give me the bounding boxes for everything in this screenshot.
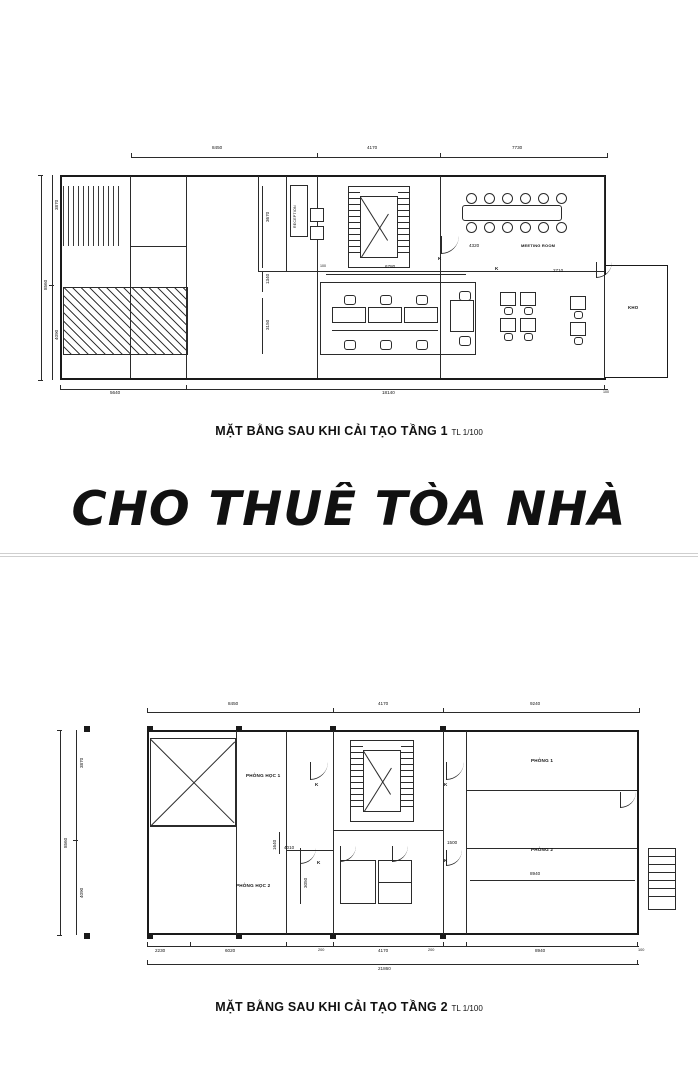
f1-room-reception: RECEPTION (293, 205, 297, 228)
f1-door-mark-1: K (438, 256, 442, 261)
f2-door-mark-2: K (317, 860, 321, 865)
promo-banner (0, 470, 698, 548)
f2-total-dim: 21860 (378, 966, 391, 971)
f2-room-class2: PHÒNG HỌC 2 (236, 883, 271, 888)
f2-left-dimline (60, 730, 61, 935)
f1-inner-dim-100: 100 (320, 264, 326, 268)
f2-wall-right (637, 730, 639, 935)
f2-top-dimline (147, 712, 639, 713)
f1-bottom-dim-1: 5640 (110, 390, 121, 395)
f1-room-kho: KHO (628, 305, 639, 310)
f2-top-dim-3: 9240 (530, 701, 541, 706)
f1-inner-dim-2710: 2710 (553, 268, 564, 273)
f1-caption (0, 424, 698, 438)
f2-top-dim-1: 8450 (228, 701, 239, 706)
f2-bottom-dim-6: 8940 (535, 948, 546, 953)
f2-left-dim-1: 3870 (79, 757, 84, 768)
f2-left-dim-3: 4090 (79, 887, 84, 898)
f2-bottom-dim-1: 2230 (155, 948, 166, 953)
f2-bottom-dim-3: 200 (318, 948, 325, 952)
f2-wall-bottom (147, 933, 639, 935)
f1-inner-dim-3150: 3150 (265, 319, 270, 330)
f1-top-dim-3: 7730 (512, 145, 523, 150)
f2-room-2: PHÒNG 2 (531, 847, 554, 852)
floor1-plan (0, 0, 698, 468)
f1-top-dimline (131, 157, 607, 158)
f2-caption-text: MẶT BẰNG SAU KHI CẢI TẠO TẦNG 2 (215, 1000, 448, 1014)
f2-inner-dim-4010: 4010 (284, 845, 295, 850)
f1-wall-left (60, 175, 62, 380)
f2-inner-dim-3050: 3050 (303, 877, 308, 888)
f2-room-1: PHÒNG 1 (531, 758, 554, 763)
f1-inner-dim-3670: 3670 (265, 211, 270, 222)
f1-room-meeting: MEETING ROOM (521, 243, 556, 248)
f1-wall-bottom (60, 378, 606, 380)
f1-top-dim-1: 8450 (212, 145, 223, 150)
f1-inner-dim-1340: 1340 (265, 273, 270, 284)
f2-room-class1: PHÒNG HỌC 1 (246, 773, 281, 778)
f2-inner-dim-1500: 1500 (447, 840, 458, 845)
f1-left-dim-1: 3870 (54, 199, 59, 210)
f1-inner-dim-4320: 4320 (469, 243, 480, 248)
f2-door-mark-4: K (444, 858, 448, 863)
f1-left-dim-3: 4090 (54, 329, 59, 340)
f1-door-mark-2: K (495, 266, 499, 271)
f2-caption (0, 1000, 698, 1014)
f2-bottom-dim-5: 200 (428, 948, 435, 952)
f1-bottom-dim-2: 18140 (382, 390, 395, 395)
f2-bottom-dim-7: 100 (638, 948, 645, 952)
f2-left-dim-2: 8560 (63, 837, 68, 848)
floor2-plan (0, 560, 698, 1080)
f2-bottom-dim-4: 4170 (378, 948, 389, 953)
f2-wall-top (147, 730, 639, 732)
f1-inner-dim-6780: 6780 (385, 264, 396, 269)
f1-bottom-dim-3: 100 (603, 390, 609, 394)
f2-inner-dim-1640: 1640 (272, 839, 277, 850)
promo-banner-text: CHO THUÊ TÒA NHÀ (71, 481, 627, 537)
f2-inner-dim-8940: 8940 (530, 871, 541, 876)
f1-caption-scale: TL 1/100 (451, 428, 483, 437)
f2-wall-left (147, 730, 149, 935)
f2-top-dim-2: 4170 (378, 701, 389, 706)
f2-caption-scale: TL 1/100 (451, 1004, 483, 1013)
f2-door-mark-3: K (444, 782, 448, 787)
f1-caption-text: MẶT BẰNG SAU KHI CẢI TẠO TẦNG 1 (215, 424, 448, 438)
f1-left-dimline (41, 175, 42, 380)
f1-wall-top (60, 175, 606, 177)
f1-left-dim-2: 8560 (43, 279, 48, 290)
f2-bottom-dim-2: 6020 (225, 948, 236, 953)
f2-door-mark-1: K (315, 782, 319, 787)
f1-top-dim-2: 4170 (367, 145, 378, 150)
